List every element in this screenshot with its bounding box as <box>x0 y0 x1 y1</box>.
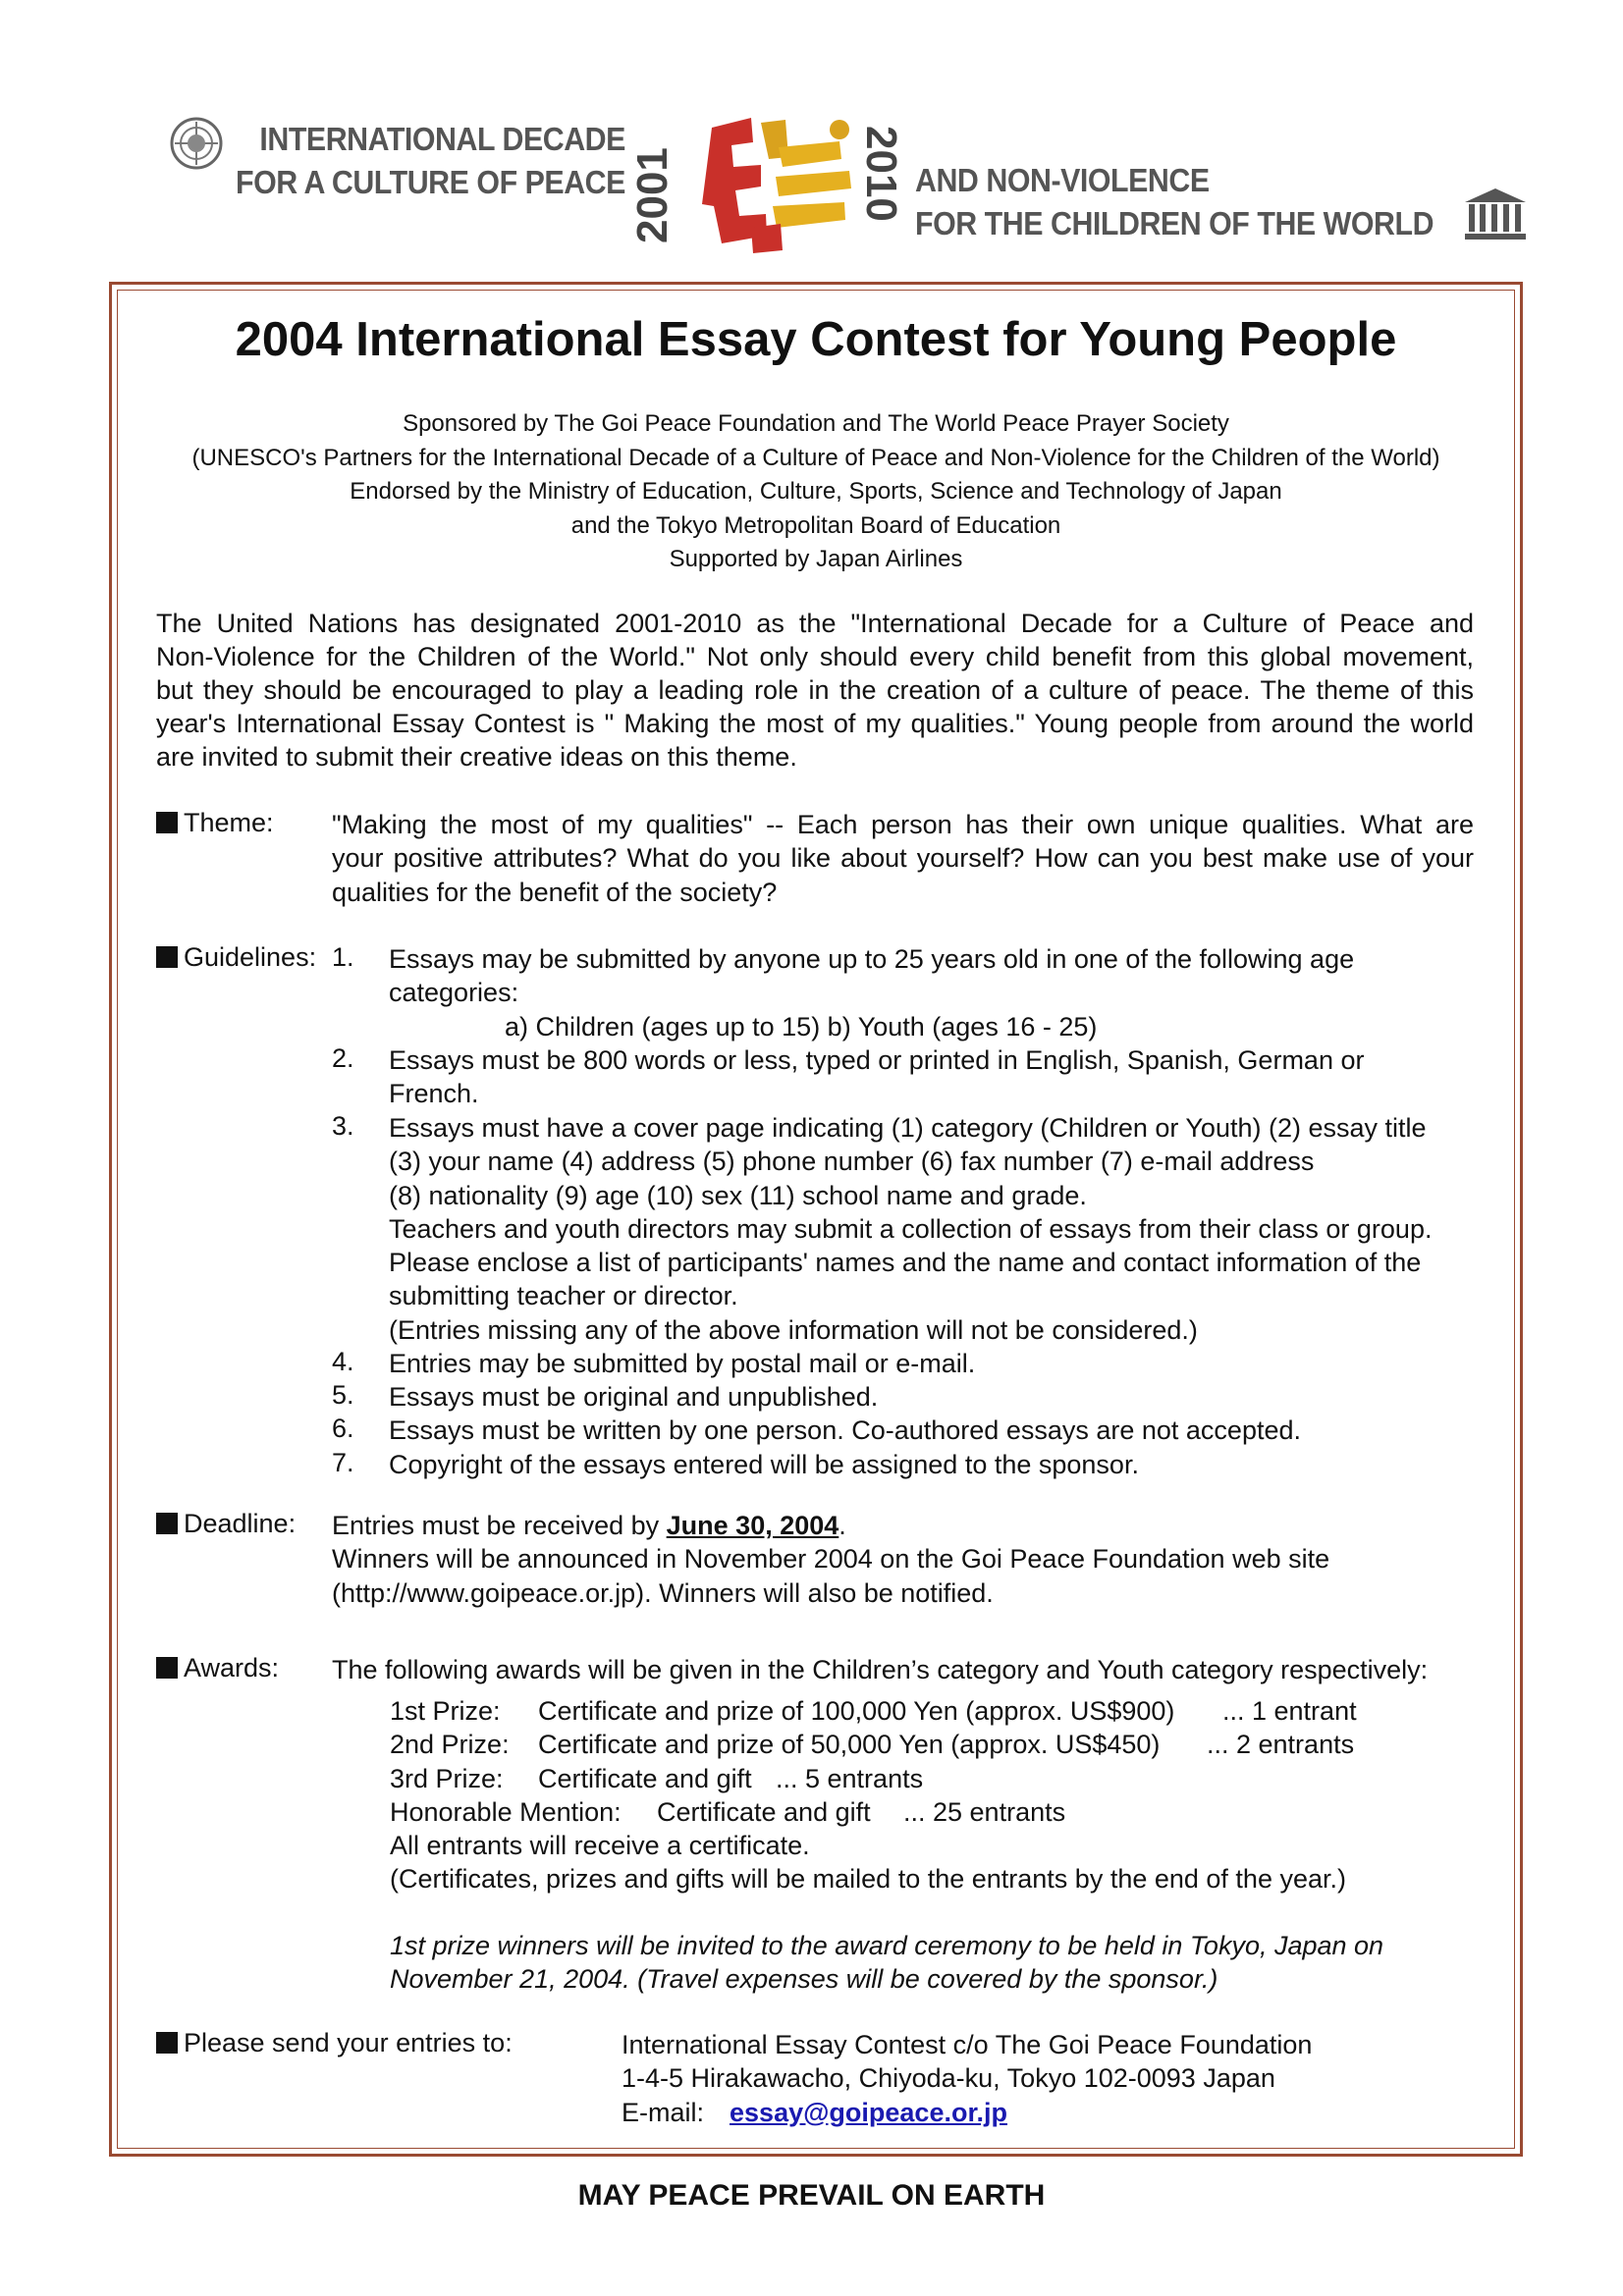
awards-mail-note: (Certificates, prizes and gifts will be mailed to the entrants by the end of the year.) <box>390 1864 1346 1894</box>
sponsor-line: (UNESCO's Partners for the International Decade of a Culture of Peace and Non-Violence for the Children of the World) <box>191 444 1440 471</box>
banner-left-text <box>236 118 625 204</box>
guidelines-heading <box>156 942 316 973</box>
banner-right-text <box>915 159 1434 245</box>
theme-label: Theme: <box>184 808 274 837</box>
guideline-number: 4. <box>332 1347 354 1376</box>
guideline-number: 6. <box>332 1414 354 1443</box>
bullet-square-icon <box>156 1513 178 1534</box>
deadline-line: Winners will be announced in November 2004 on the Goi Peace Foundation web site <box>332 1544 1330 1575</box>
sponsor-line: Endorsed by the Ministry of Education, Culture, Sports, Science and Technology of Japan <box>350 478 1282 505</box>
guideline-number: 3. <box>332 1111 354 1141</box>
bullet-square-icon <box>156 1657 178 1679</box>
send-email-row <box>622 2096 1312 2129</box>
send-line: International Essay Contest c/o The Goi Peace Foundation <box>622 2030 1313 2059</box>
prize-third-desc: Certificate and gift <box>538 1764 752 1793</box>
send-line: 1-4-5 Hirakawacho, Chiyoda-ku, Tokyo 102-0093 Japan <box>622 2063 1275 2094</box>
guideline-item-7: Copyright of the essays entered will be assigned to the sponsor. <box>389 1450 1139 1479</box>
bullet-square-icon <box>156 2032 178 2054</box>
deadline-line <box>332 1509 1329 1542</box>
intro-paragraph <box>156 607 1474 774</box>
deadline-suffix: . <box>839 1511 846 1540</box>
banner-right-line2: FOR THE CHILDREN OF THE WORLD <box>915 205 1434 241</box>
guideline-item-5: Essays must be original and unpublished. <box>389 1382 879 1412</box>
prize-second-count: ... 2 entrants <box>1207 1730 1355 1759</box>
deadline-date: June 30, 2004 <box>666 1511 839 1540</box>
un-emblem-icon <box>169 116 224 171</box>
prize-third-label: 3rd Prize: <box>390 1764 504 1793</box>
awards-label: Awards: <box>184 1653 280 1682</box>
banner-year-start: 2001 <box>628 147 676 243</box>
bullet-square-icon <box>156 946 178 968</box>
prize-first-desc: Certificate and prize of 100,000 Yen (approx. US$900) <box>538 1696 1175 1726</box>
deadline-line: (http://www.goipeace.or.jp). Winners will also be notified. <box>332 1577 994 1608</box>
guideline-number: 1. <box>332 942 354 972</box>
guideline-item-2 <box>389 1043 1364 1111</box>
sponsor-line: Supported by Japan Airlines <box>669 546 963 572</box>
prize-first-count: ... 1 entrant <box>1222 1696 1357 1726</box>
banner-right-line1: AND NON-VIOLENCE <box>915 162 1210 198</box>
theme-line: qualities for the benefit of the society? <box>332 877 778 907</box>
guideline-number: 2. <box>332 1043 354 1073</box>
prize-second-label: 2nd Prize: <box>390 1730 510 1759</box>
guideline-line: French. <box>389 1079 479 1109</box>
decade-logo-icon <box>692 108 859 255</box>
page-title: 2004 International Essay Contest for Young People <box>235 313 1397 366</box>
email-label: E-mail: <box>622 2097 705 2127</box>
guideline-item-4: Entries may be submitted by postal mail or e-mail. <box>389 1349 976 1378</box>
theme-heading <box>156 808 274 838</box>
sponsor-line: Sponsored by The Goi Peace Foundation and The World Peace Prayer Society <box>403 410 1229 437</box>
guideline-item-6: Essays must be written by one person. Co-authored essays are not accepted. <box>389 1415 1301 1445</box>
guideline-number: 5. <box>332 1380 354 1410</box>
guideline-item-1 <box>389 942 1354 1043</box>
deadline-label: Deadline: <box>184 1509 297 1538</box>
unesco-temple-icon <box>1463 185 1528 243</box>
send-address <box>622 2028 1312 2129</box>
guideline-item-3 <box>389 1111 1432 1347</box>
email-link[interactable]: essay@goipeace.or.jp <box>730 2097 1007 2127</box>
prize-hm-label: Honorable Mention: <box>390 1797 622 1827</box>
awards-intro: The following awards will be given in the Children’s category and Youth category respectively: <box>332 1655 1429 1684</box>
bullet-square-icon <box>156 812 178 833</box>
awards-ceremony-line: November 21, 2004. (Travel expenses will be covered by the sponsor.) <box>390 1964 1218 1994</box>
guideline-line: Essays must have a cover page indicating (1) category (Children or Youth) (2) essay title <box>389 1113 1427 1143</box>
guideline-line: (3) your name (4) address (5) phone number (6) fax number (7) e-mail address <box>389 1147 1315 1177</box>
prize-hm-desc: Certificate and gift <box>657 1797 871 1827</box>
deadline-text <box>332 1509 1329 1610</box>
guideline-line: submitting teacher or director. <box>389 1281 738 1311</box>
prize-hm-count: ... 25 entrants <box>903 1797 1066 1827</box>
guideline-line: Please enclose a list of participants' names and the name and contact information of the <box>389 1248 1422 1278</box>
deadline-prefix: Entries must be received by <box>332 1511 667 1540</box>
intro-line: Non-Violence for the Children of the World." Not only should every child benefit from this global movement, <box>156 642 1474 671</box>
banner-left-line1: INTERNATIONAL DECADE <box>259 121 625 157</box>
guideline-categories: a) Children (ages up to 15) b) Youth (ages 16 - 25) <box>505 1011 1098 1041</box>
theme-line: your positive attributes? What do you like about yourself? How can you best make use of your <box>332 843 1474 874</box>
prize-second-desc: Certificate and prize of 50,000 Yen (approx. US$450) <box>538 1730 1161 1759</box>
prize-first-label: 1st Prize: <box>390 1696 501 1726</box>
banner-left-line2: FOR A CULTURE OF PEACE <box>236 164 625 200</box>
guideline-line: Teachers and youth directors may submit a collection of essays from their class or group. <box>389 1213 1433 1244</box>
guideline-line: (8) nationality (9) age (10) sex (11) school name and grade. <box>389 1180 1087 1210</box>
intro-line: year's International Essay Contest is " Making the most of my qualities." Young people from around the world <box>156 709 1474 738</box>
awards-heading <box>156 1653 279 1683</box>
guideline-line: Essays must be 800 words or less, typed or printed in English, Spanish, German or <box>389 1045 1365 1075</box>
sponsor-line: and the Tokyo Metropolitan Board of Education <box>570 511 1061 539</box>
guideline-line: (Entries missing any of the above information will not be considered.) <box>389 1314 1198 1345</box>
intro-line: The United Nations has designated 2001-2010 as the "International Decade for a Culture of Peace and <box>156 609 1474 638</box>
guideline-number: 7. <box>332 1448 354 1477</box>
guidelines-label: Guidelines: <box>184 942 317 972</box>
guideline-line: categories: <box>389 978 519 1008</box>
header-banner <box>0 0 1623 265</box>
awards-ceremony-line: 1st prize winners will be invited to the award ceremony to be held in Tokyo, Japan on <box>390 1931 1384 1960</box>
banner-year-end: 2010 <box>857 126 905 222</box>
awards-all-entrants: All entrants will receive a certificate. <box>390 1831 810 1860</box>
theme-line: "Making the most of my qualities" -- Each person has their own unique qualities. What are <box>332 810 1474 839</box>
theme-text <box>332 808 1474 909</box>
deadline-heading <box>156 1509 296 1539</box>
prize-third-count: ... 5 entrants <box>776 1764 924 1793</box>
guideline-line: Essays may be submitted by anyone up to 25 years old in one of the following age <box>389 944 1355 974</box>
sponsors-block <box>109 407 1523 577</box>
send-heading <box>156 2028 513 2058</box>
send-label: Please send your entries to: <box>184 2028 513 2057</box>
intro-line: are invited to submit their creative ideas on this theme. <box>156 742 797 772</box>
intro-line: but they should be encouraged to play a leading role in the creation of a culture of peace. The theme of this <box>156 675 1474 705</box>
footer-slogan: MAY PEACE PREVAIL ON EARTH <box>577 2179 1046 2212</box>
